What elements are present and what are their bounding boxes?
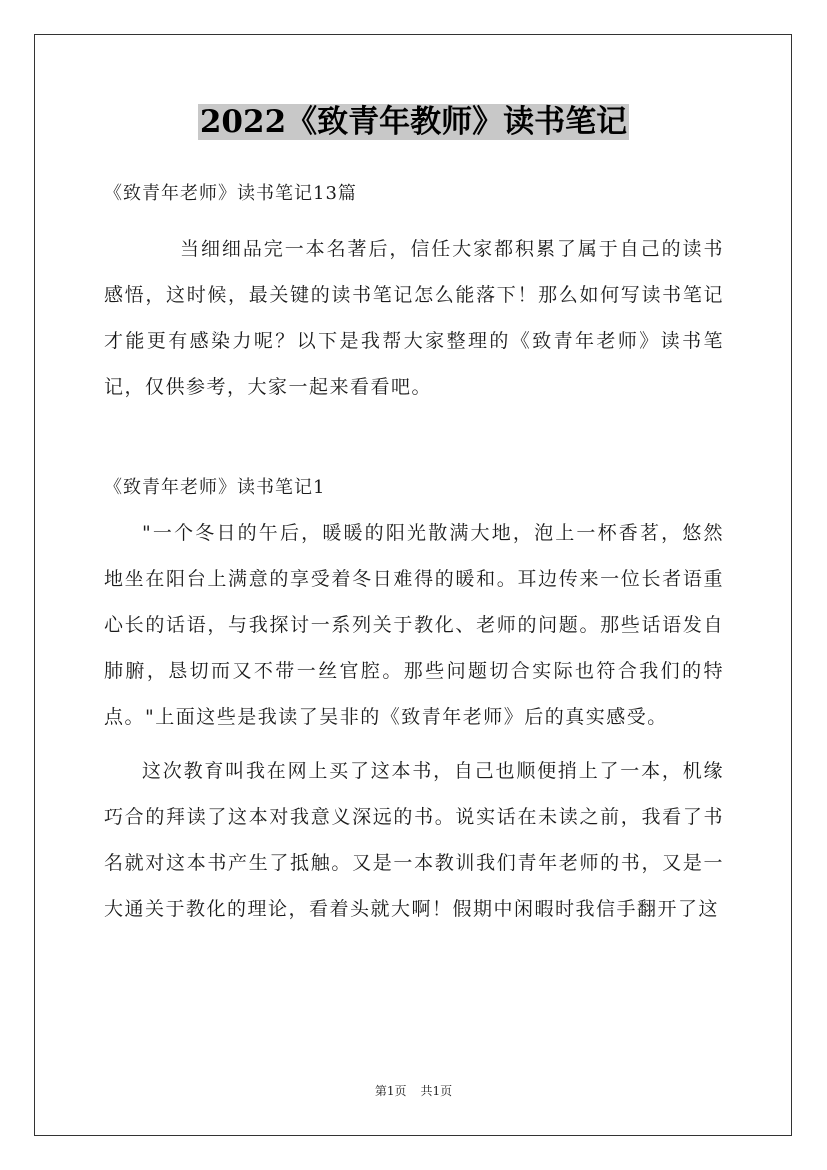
spacer [104,214,724,226]
page-number: 第1页 [374,1084,407,1098]
body-paragraph: 这次教育叫我在网上买了这本书，自己也顺便捎上了一本，机缘巧合的拜读了这本对我意义深远的书。说实话在未读之前，我看了书名就对这本书产生了抵触。又是一本教训我们青年老师的书，又是一大通关于教化的理论，看着头就大啊！假期中闲暇时我信手翻开了这 [104,760,724,920]
intro-heading: 《致青年老师》读书笔记13篇 [104,183,357,204]
body-paragraph: "一个冬日的午后，暖暖的阳光散满大地，泡上一杯香茗，悠然地坐在阳台上满意的享受着冬日难得的暖和。耳边传来一位长者语重心长的话语，与我探讨一系列关于教化、老师的问题。那些话语发自肺腑，恳切而又不带一丝官腔。那些问题切合实际也符合我们的特点。"上面这些是我读了吴非的《致青年老师》后的真实感受。 [104,522,724,728]
spacer [104,410,724,468]
page-total: 共1页 [420,1084,453,1098]
document-title-text: 2022《致青年教师》读书笔记 [199,104,628,140]
document-title [0,100,827,144]
page-footer [0,1083,827,1099]
section-heading: 《致青年老师》读书笔记1 [104,477,326,498]
intro-paragraph: 当细细品完一本名著后，信任大家都积累了属于自己的读书感悟，这时候，最关键的读书笔记怎么能落下！那么如何写读书笔记才能更有感染力呢？以下是我帮大家整理的《致青年老师》读书笔记，仅供参考，大家一起来看看吧。 [104,238,724,398]
document-body [104,174,724,932]
spacer [104,740,724,748]
